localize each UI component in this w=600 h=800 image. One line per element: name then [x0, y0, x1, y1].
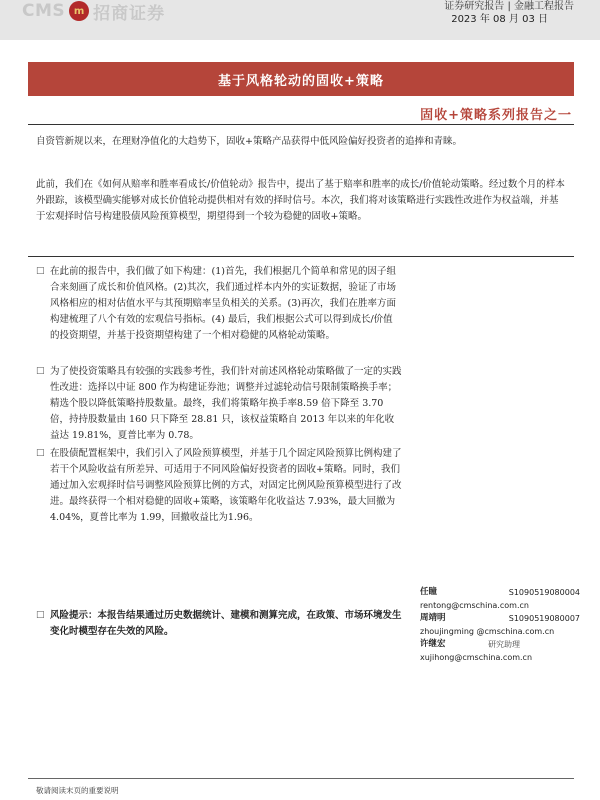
bullet-square-icon: □ [36, 366, 45, 376]
page-header [0, 0, 600, 40]
footer-divider [28, 778, 574, 779]
author-email[interactable]: zhoujingming @cmschina.com.cn [420, 627, 555, 636]
risk-warning: 风险提示：本报告结果通过历史数据统计、建模和测算完成，在政策、市场环境发生变化时模型存在失效的风险。 [50, 610, 402, 637]
logo-emblem-icon: m [69, 1, 89, 21]
author-name: 周靖明 [420, 613, 446, 623]
bullet-square-icon: □ [36, 610, 45, 620]
logo-brand: CMS [22, 1, 66, 21]
report-date: 2023 年 08 月 03 日 [451, 14, 548, 25]
author-name: 任瞳 [420, 587, 438, 597]
intro-paragraph-2: 此前，我们在《如何从赔率和胜率看成长/价值轮动》报告中，提出了基于赔率和胜率的成长/价值轮动策略。经过数个月的样本外跟踪，该模型确实能够对成长价值轮动提供相对有效的择时信号。本次，我们将对该策略进行实践性改进作为权益端，并基于宏观择时信号构建股债风险预算模型，期望得到一个较为稳健的固收+策略。 [36, 179, 565, 222]
bullet-square-icon: □ [36, 448, 45, 458]
author-entry [420, 638, 580, 651]
author-email[interactable]: xujihong@cmschina.com.cn [420, 653, 533, 662]
document-type: 证券研究报告 | 金融工程报告 [444, 1, 574, 12]
author-role: 研究助理 [488, 640, 520, 649]
footer-disclaimer: 敬请阅读末页的重要说明 [36, 786, 119, 795]
summary-bullet-2: 为了使投资策略具有较强的实践参考性，我们针对前述风格轮动策略做了一定的实践性改进：选择以中证 800 作为构建证券池；调整并过滤轮动信号限制策略换手率；精选个股以降低策略持股数量。最终，我们将策略年换手率8.59 倍下降至 3.70 倍，持持股数量由 160 只下降至 28.81 只，该权益策略自 2013 年以来的年化收益达 19.81%，夏普比率为 0.78。 [50, 366, 402, 441]
bullet-square-icon: □ [36, 266, 45, 276]
author-entry [420, 586, 580, 599]
author-list [420, 586, 580, 664]
title-divider [28, 124, 574, 125]
author-license-id: S1090519080004 [508, 588, 580, 597]
author-email[interactable]: rentong@cmschina.com.cn [420, 601, 529, 610]
intro-paragraph-1: 自资管新规以来，在理财净值化的大趋势下，固收+策略产品获得中低风险偏好投资者的追捧和青睐。 [36, 136, 462, 147]
summary-bullet-3: 在股债配置框架中，我们引入了风险预算模型，并基于几个固定风险预算比例构建了若干个风险收益有所差异、可适用于不同风险偏好投资者的固收+策略。同时，我们通过加入宏观择时信号调整风险预算比例的方式，对固定比例风险预算模型进行了改进。最终获得一个相对稳健的固收+策略，该策略年化收益达 7.93%，最大回撤为 4.04%，夏普比率为 1.99，回撤收益比为1.96。 [50, 448, 402, 523]
logo-company-name: 招商证券 [93, 3, 166, 24]
author-license-id: S1090519080007 [508, 614, 580, 623]
author-entry [420, 612, 580, 625]
report-title: 基于风格轮动的固收+策略 [218, 74, 384, 89]
title-banner [28, 62, 574, 96]
summary-bullet-1: 在此前的报告中，我们做了如下构建：(1)首先，我们根据几个简单和常见的因子组合来刻画了成长和价值风格。(2)其次，我们通过样本内外的实证数据，验证了市场风格相应的相对估值水平与其预期赔率呈负相关的关系。(3)再次，我们在胜率方面构建梳理了八个有效的宏观信号指标。(4) 最后，我们根据公式可以得到成长/价值的投资期望，并基于投资期望构建了一个相对稳健的风格轮动策略。 [50, 266, 396, 341]
company-logo [22, 0, 165, 22]
report-subtitle: 固收+策略系列报告之一 [420, 108, 572, 123]
author-name: 许继宏 [420, 639, 446, 649]
intro-divider [28, 256, 574, 257]
